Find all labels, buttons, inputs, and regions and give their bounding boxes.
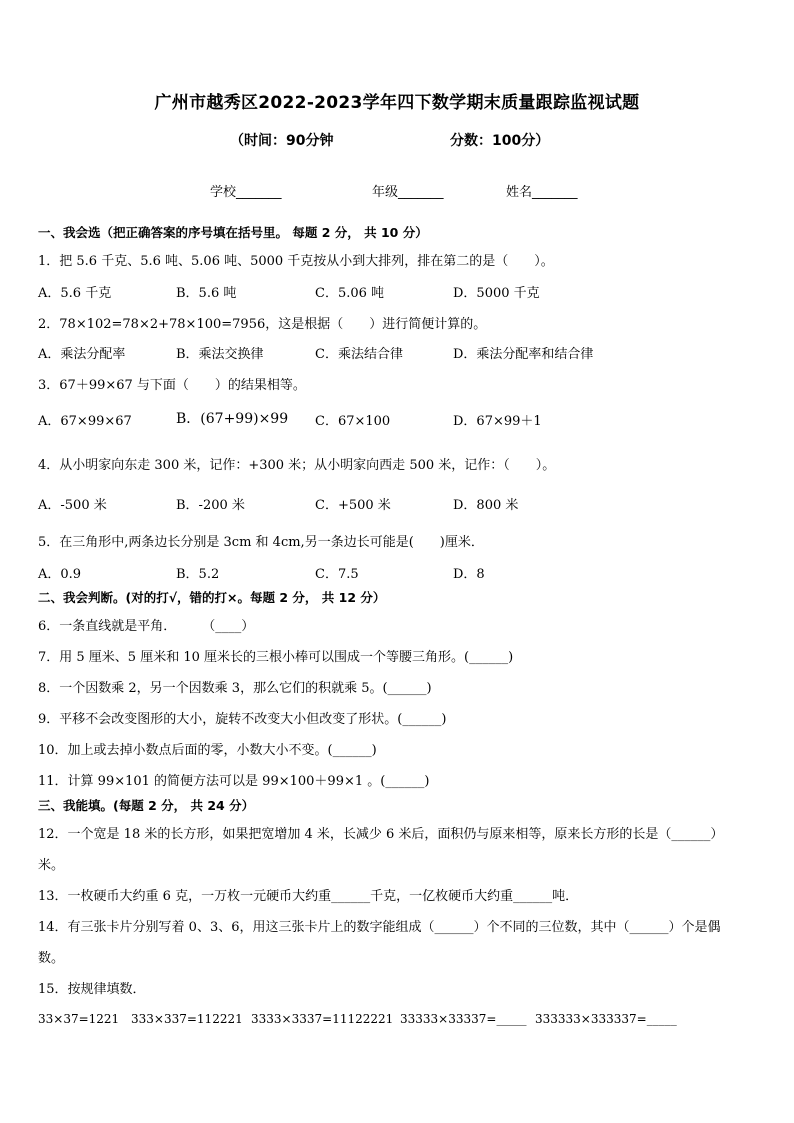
q1-option-b: B．5.6 吨 [176, 286, 237, 301]
school-field: 学校_______ [210, 185, 282, 200]
question-6: 6．一条直线就是平角． （____） [38, 619, 255, 634]
question-12-continued: 米。 [38, 858, 65, 873]
question-15: 15．按规律填数． [38, 982, 146, 997]
question-9: 9．平移不会改变图形的大小，旋转不改变大小但改变了形状。(______) [38, 712, 447, 727]
q4-option-a: A．-500 米 [38, 498, 107, 513]
question-10: 10．加上或去掉小数点后面的零，小数大小不变。(______) [38, 743, 377, 758]
q4-option-c: C．+500 米 [315, 498, 391, 513]
section-heading-1: 一、我会选（把正确答案的序号填在括号里。 每题 2 分， 共 10 分） [38, 225, 428, 240]
q3-option-a: A．67×99×67 [38, 414, 132, 429]
q15-sequence-4: 33333×33337=_____ [400, 1012, 527, 1026]
q15-sequence-3: 3333×3337=11122221 [251, 1012, 394, 1026]
question-8: 8．一个因数乘 2，另一个因数乘 3，那么它们的积就乘 5。(______) [38, 681, 432, 696]
q2-option-c: C．乘法结合律 [315, 347, 403, 362]
q4-option-b: B．-200 米 [176, 498, 245, 513]
question-12: 12．一个宽是 18 米的长方形，如果把宽增加 4 米，长减少 6 米后，面积仍与原来相等，原来长方形的长是（______） [38, 827, 724, 842]
q5-option-c: C．7.5 [315, 567, 359, 582]
question-14-continued: 数。 [38, 951, 65, 966]
page-title: 广州市越秀区2022-2023学年四下数学期末质量跟踪监视试题 [154, 93, 640, 113]
q15-sequence-2: 333×337=112221 [131, 1012, 243, 1026]
exam-score: 分数：100分） [450, 133, 550, 149]
q3-option-d: D．67×99＋1 [453, 414, 542, 429]
exam-time: （时间：90分钟 [230, 133, 334, 149]
q1-option-d: D．5000 千克 [453, 286, 540, 301]
grade-field: 年级_______ [372, 185, 444, 200]
q1-option-c: C．5.06 吨 [315, 286, 385, 301]
q1-option-a: A．5.6 千克 [38, 286, 112, 301]
section-heading-3: 三、我能填。(每题 2 分， 共 24 分） [38, 798, 255, 813]
name-field: 姓名_______ [506, 185, 578, 200]
q4-option-d: D．800 米 [453, 498, 519, 513]
q3-option-c: C．67×100 [315, 414, 391, 429]
q15-sequence-1: 33×37=1221 [38, 1012, 120, 1026]
question-11: 11．计算 99×101 的简便方法可以是 99×100＋99×1 。(______) [38, 774, 430, 789]
q5-option-a: A．0.9 [38, 567, 82, 582]
question-3: 3．67＋99×67 与下面（ ）的结果相等。 [38, 378, 306, 393]
question-1: 1．把 5.6 千克、5.6 吨、5.06 吨、5000 千克按从小到大排列，排在第二的是（ ）。 [38, 254, 554, 269]
question-5: 5．在三角形中,两条边长分别是 3cm 和 4cm,另一条边长可能是( )厘米． [38, 535, 484, 550]
question-14: 14．有三张卡片分别写着 0、3、6，用这三张卡片上的数字能组成（______）个不同的三位数，其中（______）个是偶 [38, 920, 721, 935]
q3-option-b: B．(67+99)×99 [176, 411, 289, 427]
q15-sequence-5: 333333×333337=_____ [535, 1012, 677, 1026]
q5-option-b: B．5.2 [176, 567, 220, 582]
q2-option-a: A．乘法分配率 [38, 347, 126, 362]
q2-option-b: B．乘法交换律 [176, 347, 264, 362]
q5-option-d: D．8 [453, 567, 485, 582]
question-7: 7．用 5 厘米、5 厘米和 10 厘米长的三根小棒可以围成一个等腰三角形。(______) [38, 650, 514, 665]
section-heading-2: 二、我会判断。(对的打√，错的打×。每题 2 分， 共 12 分） [38, 590, 386, 605]
question-13: 13．一枚硬币大约重 6 克，一万枚一元硬币大约重______千克，一亿枚硬币大约重______吨． [38, 889, 579, 904]
question-4: 4．从小明家向东走 300 米，记作：+300 米；从小明家向西走 500 米，记作：（ ）。 [38, 458, 556, 473]
q2-option-d: D．乘法分配率和结合律 [453, 347, 594, 362]
question-2: 2．78×102=78×2+78×100=7956，这是根据（ ）进行简便计算的。 [38, 317, 487, 332]
